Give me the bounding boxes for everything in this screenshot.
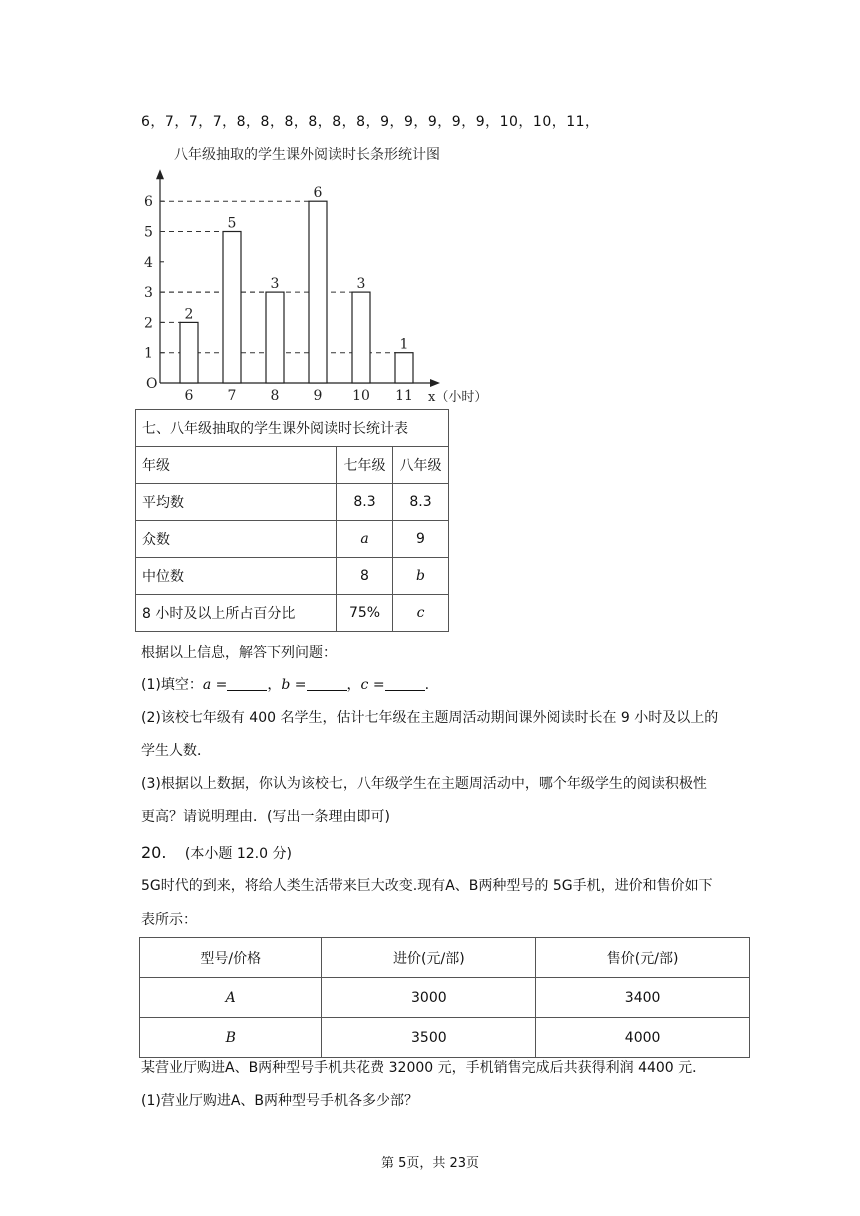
origin-label: O xyxy=(146,376,158,392)
blank-c-label: c = xyxy=(360,677,385,693)
table-cell: 3400 xyxy=(536,978,750,1018)
problem-score: (本小题 12.0 分) xyxy=(184,846,292,862)
question-2-line-2: 学生人数． xyxy=(141,743,211,759)
x-tick-label: 10 xyxy=(352,388,370,404)
table-row xyxy=(136,558,449,595)
table-cell: c xyxy=(393,595,449,632)
table-header-cell: 八年级 xyxy=(393,447,449,484)
table-header-cell: 七年级 xyxy=(337,447,393,484)
bar xyxy=(352,292,370,383)
table-row xyxy=(136,595,449,632)
y-tick-label: 1 xyxy=(144,345,153,362)
table-cell: 8 小时及以上所占百分比 xyxy=(136,595,337,632)
x-tick-label: 11 xyxy=(395,388,413,404)
bar xyxy=(180,322,198,383)
problem-20-question-1: (1)营业厅购进A、B两种型号手机各多少部？ xyxy=(141,1093,419,1109)
table-cell: 9 xyxy=(393,521,449,558)
table-cell: 8 xyxy=(337,558,393,595)
question-2-line-1: (2)该校七年级有 400 名学生，估计七年级在主题周活动期间课外阅读时长在 9 小时及以上的 xyxy=(141,710,719,726)
y-axis-arrow xyxy=(156,169,164,179)
y-tick-label: 5 xyxy=(144,224,153,241)
table-row xyxy=(136,484,449,521)
table-header-cell: 年级 xyxy=(136,447,337,484)
table-cell: 4000 xyxy=(536,1018,750,1058)
table-header-cell: 售价(元/部) xyxy=(536,938,750,978)
bar xyxy=(309,201,327,383)
data-label: 6 xyxy=(313,185,323,202)
stats-table-caption: 七、八年级抽取的学生课外阅读时长统计表 xyxy=(136,410,449,447)
data-label: 3 xyxy=(270,276,280,293)
table-cell: b xyxy=(393,558,449,595)
blank-c xyxy=(385,676,425,691)
table-header-cell: 进价(元/部) xyxy=(322,938,536,978)
table-cell: 众数 xyxy=(136,521,337,558)
question-1-prefix: (1)填空： xyxy=(141,677,203,693)
problem-20-header xyxy=(141,843,292,864)
blank-b xyxy=(307,676,347,691)
question-intro: 根据以上信息，解答下列问题： xyxy=(141,645,337,661)
x-tick-label: 7 xyxy=(227,388,237,404)
data-list: 6，7，7，7，8，8，8，8，8，8，9，9，9，9，9，10，10，11， xyxy=(141,114,600,130)
table-cell: 3500 xyxy=(322,1018,536,1058)
table-cell: B xyxy=(140,1018,322,1058)
chart-title: 八年级抽取的学生课外阅读时长条形统计图 xyxy=(174,147,440,163)
question-3-line-2: 更高？请说明理由．(写出一条理由即可) xyxy=(141,809,390,825)
table-row xyxy=(140,938,750,978)
question-3-line-1: (3)根据以上数据，你认为该校七，八年级学生在主题周活动中，哪个年级学生的阅读积极性 xyxy=(141,776,707,792)
price-table xyxy=(139,937,750,1058)
table-header-cell: 型号/价格 xyxy=(140,938,322,978)
x-axis-arrow xyxy=(430,379,440,387)
question-1: (1)填空：a = ，b = ，c = . xyxy=(141,677,430,693)
table-row xyxy=(136,521,449,558)
stats-table xyxy=(135,409,449,632)
y-tick-label: 3 xyxy=(144,285,153,302)
table-cell: a xyxy=(337,521,393,558)
table-cell: 8.3 xyxy=(337,484,393,521)
blank-a-label: a = xyxy=(202,677,228,693)
y-tick-label: 4 xyxy=(144,254,153,271)
bar xyxy=(395,353,413,383)
problem-20-text-line-1: 5G时代的到来，将给人类生活带来巨大改变.现有A、B两种型号的 5G手机，进价和售价如下 xyxy=(141,878,713,894)
data-label: 3 xyxy=(356,276,366,293)
problem-20-condition: 某营业厅购进A、B两种型号手机共花费 32000 元，手机销售完成后共获得利润 4400 元． xyxy=(141,1060,707,1076)
blank-a xyxy=(227,676,267,691)
problem-number: 20. xyxy=(141,843,167,862)
x-tick-label: 6 xyxy=(184,388,194,404)
data-label: 2 xyxy=(184,306,194,323)
page-footer: 第 5页，共 23页 xyxy=(380,1156,480,1171)
table-cell: 75% xyxy=(337,595,393,632)
data-label: 1 xyxy=(399,336,409,353)
data-label: 5 xyxy=(227,215,237,232)
table-cell: 中位数 xyxy=(136,558,337,595)
bar xyxy=(266,292,284,383)
table-cell: A xyxy=(140,978,322,1018)
x-tick-label: 9 xyxy=(313,388,323,404)
table-cell: 平均数 xyxy=(136,484,337,521)
bar xyxy=(223,232,241,384)
y-tick-label: 2 xyxy=(144,315,153,332)
bar-chart xyxy=(128,138,488,408)
table-cell: 8.3 xyxy=(393,484,449,521)
table-row xyxy=(136,447,449,484)
table-cell: 3000 xyxy=(322,978,536,1018)
y-tick-label: 6 xyxy=(144,194,153,211)
table-row xyxy=(140,1018,750,1058)
problem-20-text-line-2: 表所示： xyxy=(141,912,197,928)
x-tick-label: 8 xyxy=(270,388,280,404)
x-axis-label: x（小时） xyxy=(428,390,488,405)
table-row xyxy=(140,978,750,1018)
blank-b-label: b = xyxy=(281,677,307,693)
